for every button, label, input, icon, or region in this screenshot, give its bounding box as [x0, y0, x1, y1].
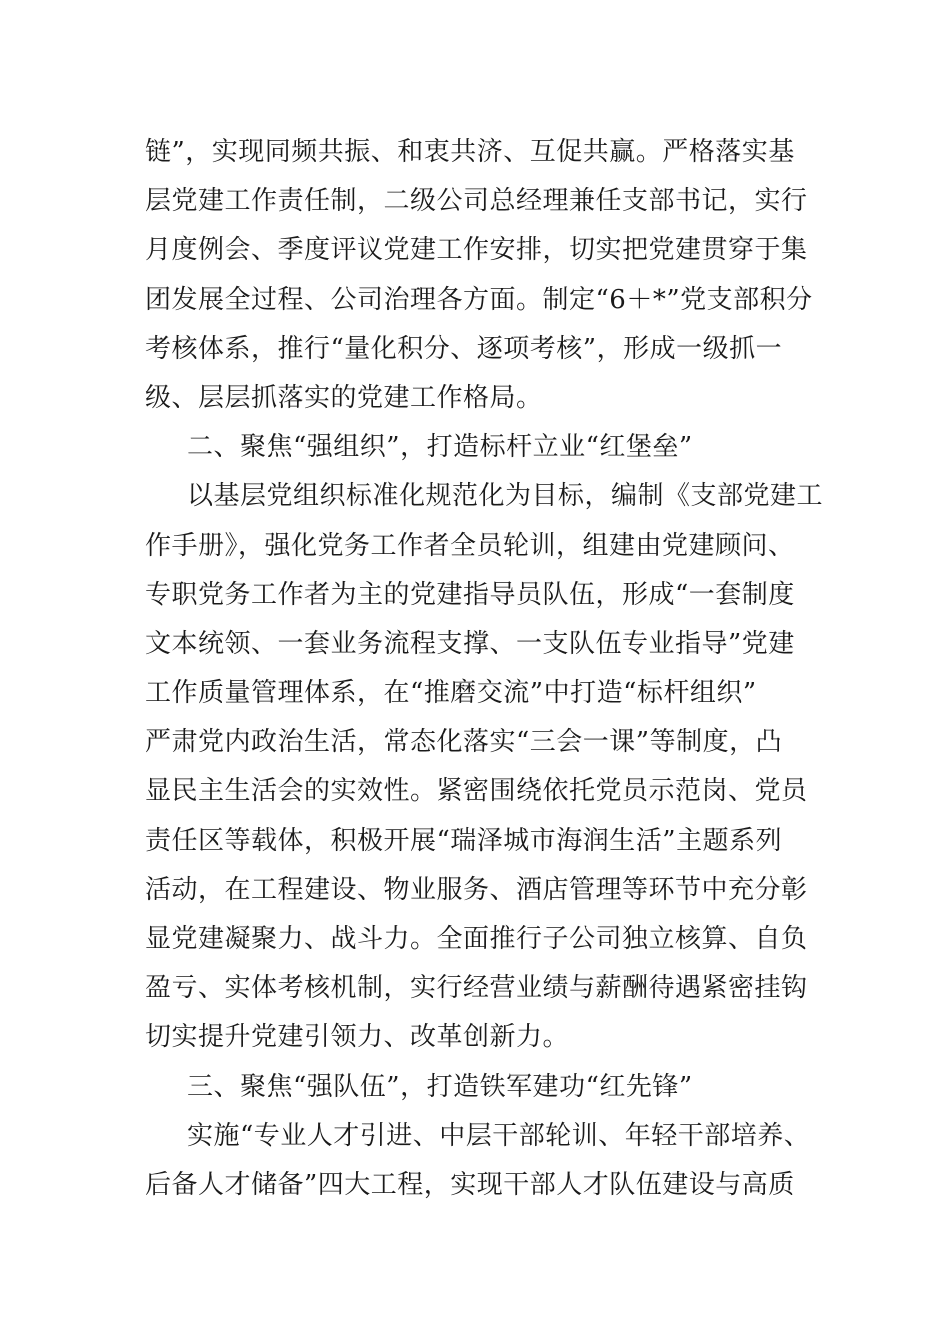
text-line: 层党建工作责任制，二级公司总经理兼任支部书记，实行 — [145, 186, 808, 217]
text-line: 切实提升党建引领力、改革创新力。 — [145, 1022, 570, 1053]
document-body — [145, 128, 824, 1210]
text-line: 盈亏、实体考核机制，实行经营业绩与薪酬待遇紧密挂钩 — [145, 973, 808, 1004]
text-line: 后备人才储备”四大工程，实现干部人才队伍建设与高质 — [145, 1169, 795, 1200]
text-line: 工作质量管理体系，在“推磨交流”中打造“标杆组织” — [145, 678, 757, 709]
paragraph-first-line: 以基层党组织标准化规范化为目标，编制《支部党建工 — [187, 481, 824, 512]
paragraph-first-line: 实施“专业人才引进、中层干部轮训、年轻干部培养、 — [187, 1120, 811, 1151]
section-heading: 二、聚焦“强组织”，打造标杆立业“红堡垒” — [187, 432, 693, 463]
text-line: 级、层层抓落实的党建工作格局。 — [145, 382, 543, 413]
text-line: 责任区等载体，积极开展“瑞泽城市海润生活”主题系列 — [145, 825, 783, 856]
text-line: 团发展全过程、公司治理各方面。制定“6＋*”党支部积分 — [145, 284, 813, 315]
text-line: 显民主生活会的实效性。紧密围绕依托党员示范岗、党员 — [145, 776, 808, 807]
text-line: 严肃党内政治生活，常态化落实“三会一课”等制度，凸 — [145, 727, 783, 758]
text-line: 考核体系，推行“量化积分、逐项考核”，形成一级抓一 — [145, 333, 783, 364]
text-line: 月度例会、季度评议党建工作安排，切实把党建贯穿于集 — [145, 235, 808, 266]
text-line: 显党建凝聚力、战斗力。全面推行子公司独立核算、自负 — [145, 924, 808, 954]
text-line: 文本统领、一套业务流程支撑、一支队伍专业指导”党建 — [145, 628, 795, 659]
text-line: 专职党务工作者为主的党建指导员队伍，形成“一套制度 — [145, 579, 795, 610]
text-line: 作手册》，强化党务工作者全员轮训，组建由党建顾问、 — [145, 530, 795, 561]
section-heading: 三、聚焦“强队伍”，打造铁军建功“红先锋” — [187, 1071, 693, 1102]
text-line: 链”，实现同频共振、和衷共济、互促共赢。严格落实基 — [145, 137, 795, 167]
text-line: 活动，在工程建设、物业服务、酒店管理等环节中充分彰 — [145, 874, 808, 905]
